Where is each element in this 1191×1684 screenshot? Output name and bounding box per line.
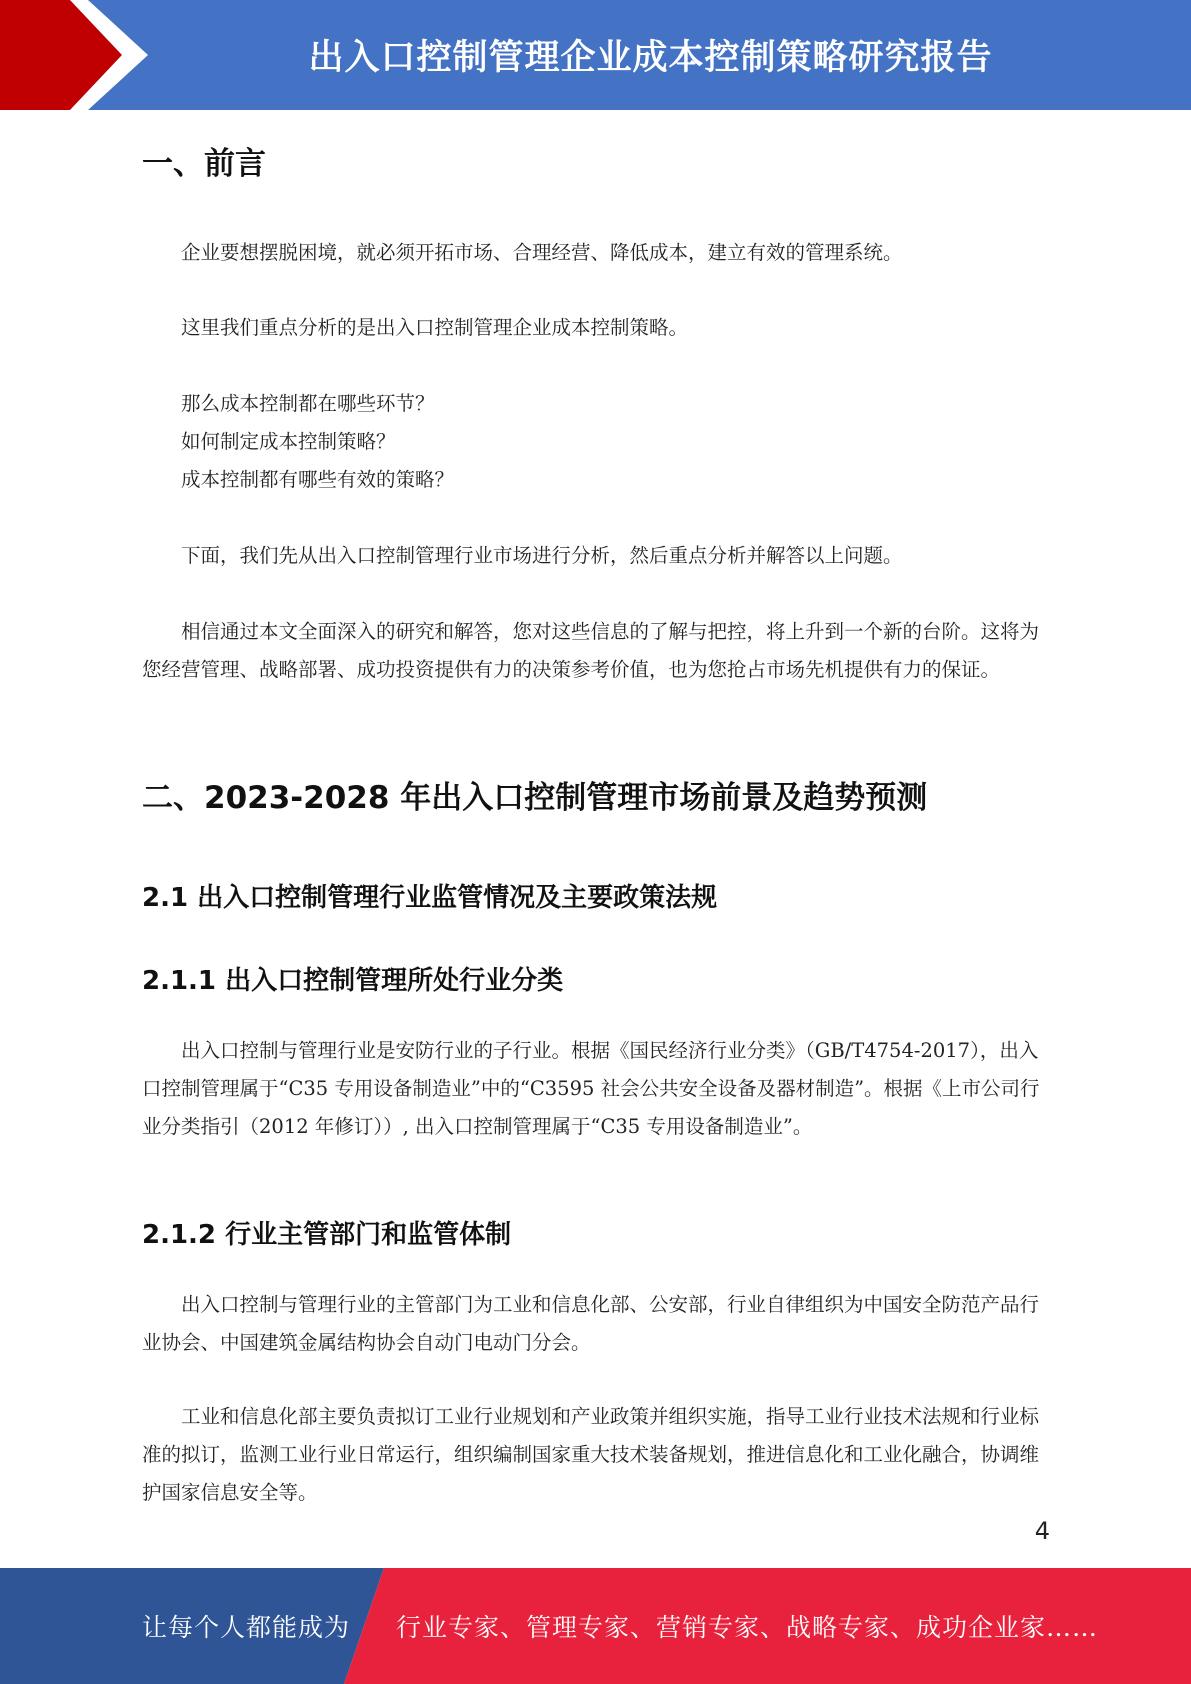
paragraph-2-1-2-b: 工业和信息化部主要负责拟订工业行业规划和产业政策并组织实施，指导工业行业技术法规和行业标准的拟订，监测工业行业日常运行，组织编制国家重大技术装备规划，推进信息化和工业化融合，协调维护国家信息安全等。 — [142, 1405, 1040, 1504]
header-bar — [0, 0, 1191, 110]
preface-question-3: 成本控制都有哪些有效的策略？ — [181, 468, 455, 491]
preface-question-2: 如何制定成本控制策略？ — [181, 430, 396, 453]
page-number: 4 — [1034, 1517, 1050, 1545]
header-chevron-icon — [0, 0, 160, 110]
preface-paragraph-2: 这里我们重点分析的是出入口控制管理企业成本控制策略。 — [181, 316, 689, 339]
heading-2-1: 2.1 出入口控制管理行业监管情况及主要政策法规 — [142, 883, 718, 913]
preface-question-1: 那么成本控制都在哪些环节？ — [181, 392, 435, 415]
preface-paragraph-1: 企业要想摆脱困境，就必须开拓市场、合理经营、降低成本，建立有效的管理系统。 — [181, 241, 903, 264]
paragraph-2-1-2-a: 出入口控制与管理行业的主管部门为工业和信息化部、公安部，行业自律组织为中国安全防范产品行业协会、中国建筑金属结构协会自动门电动门分会。 — [142, 1293, 1040, 1354]
heading-preface: 一、前言 — [142, 146, 266, 182]
footer-banner — [0, 1568, 1191, 1684]
document-title: 出入口控制管理企业成本控制策略研究报告 — [308, 38, 993, 78]
footer-slogan-left: 让每个人都能成为 — [142, 1613, 351, 1642]
paragraph-2-1-1: 出入口控制与管理行业是安防行业的子行业。根据《国民经济行业分类》（GB/T4754-2017），出入口控制管理属于“C35 专用设备制造业”中的“C3595 社会公共安全设备及器材制造”。根据《上市公司行业分类指引（2012 年修订））, 出入口控制管理属于“C35 专用设备制造业”。 — [142, 1039, 1040, 1138]
heading-2-1-1: 2.1.1 出入口控制管理所处行业分类 — [142, 966, 564, 996]
heading-forecast: 二、2023-2028 年出入口控制管理市场前景及趋势预测 — [142, 780, 928, 816]
preface-paragraph-3: 下面，我们先从出入口控制管理行业市场进行分析，然后重点分析并解答以上问题。 — [181, 544, 903, 567]
footer-slogan-right: 行业专家、管理专家、营销专家、战略专家、成功企业家…… — [396, 1613, 1099, 1642]
preface-paragraph-4: 相信通过本文全面深入的研究和解答，您对这些信息的了解与把控，将上升到一个新的台阶。这将为您经营管理、战略部署、成功投资提供有力的决策参考价值，也为您抢占市场先机提供有力的保证。 — [142, 620, 1040, 681]
heading-2-1-2: 2.1.2 行业主管部门和监管体制 — [142, 1220, 512, 1250]
